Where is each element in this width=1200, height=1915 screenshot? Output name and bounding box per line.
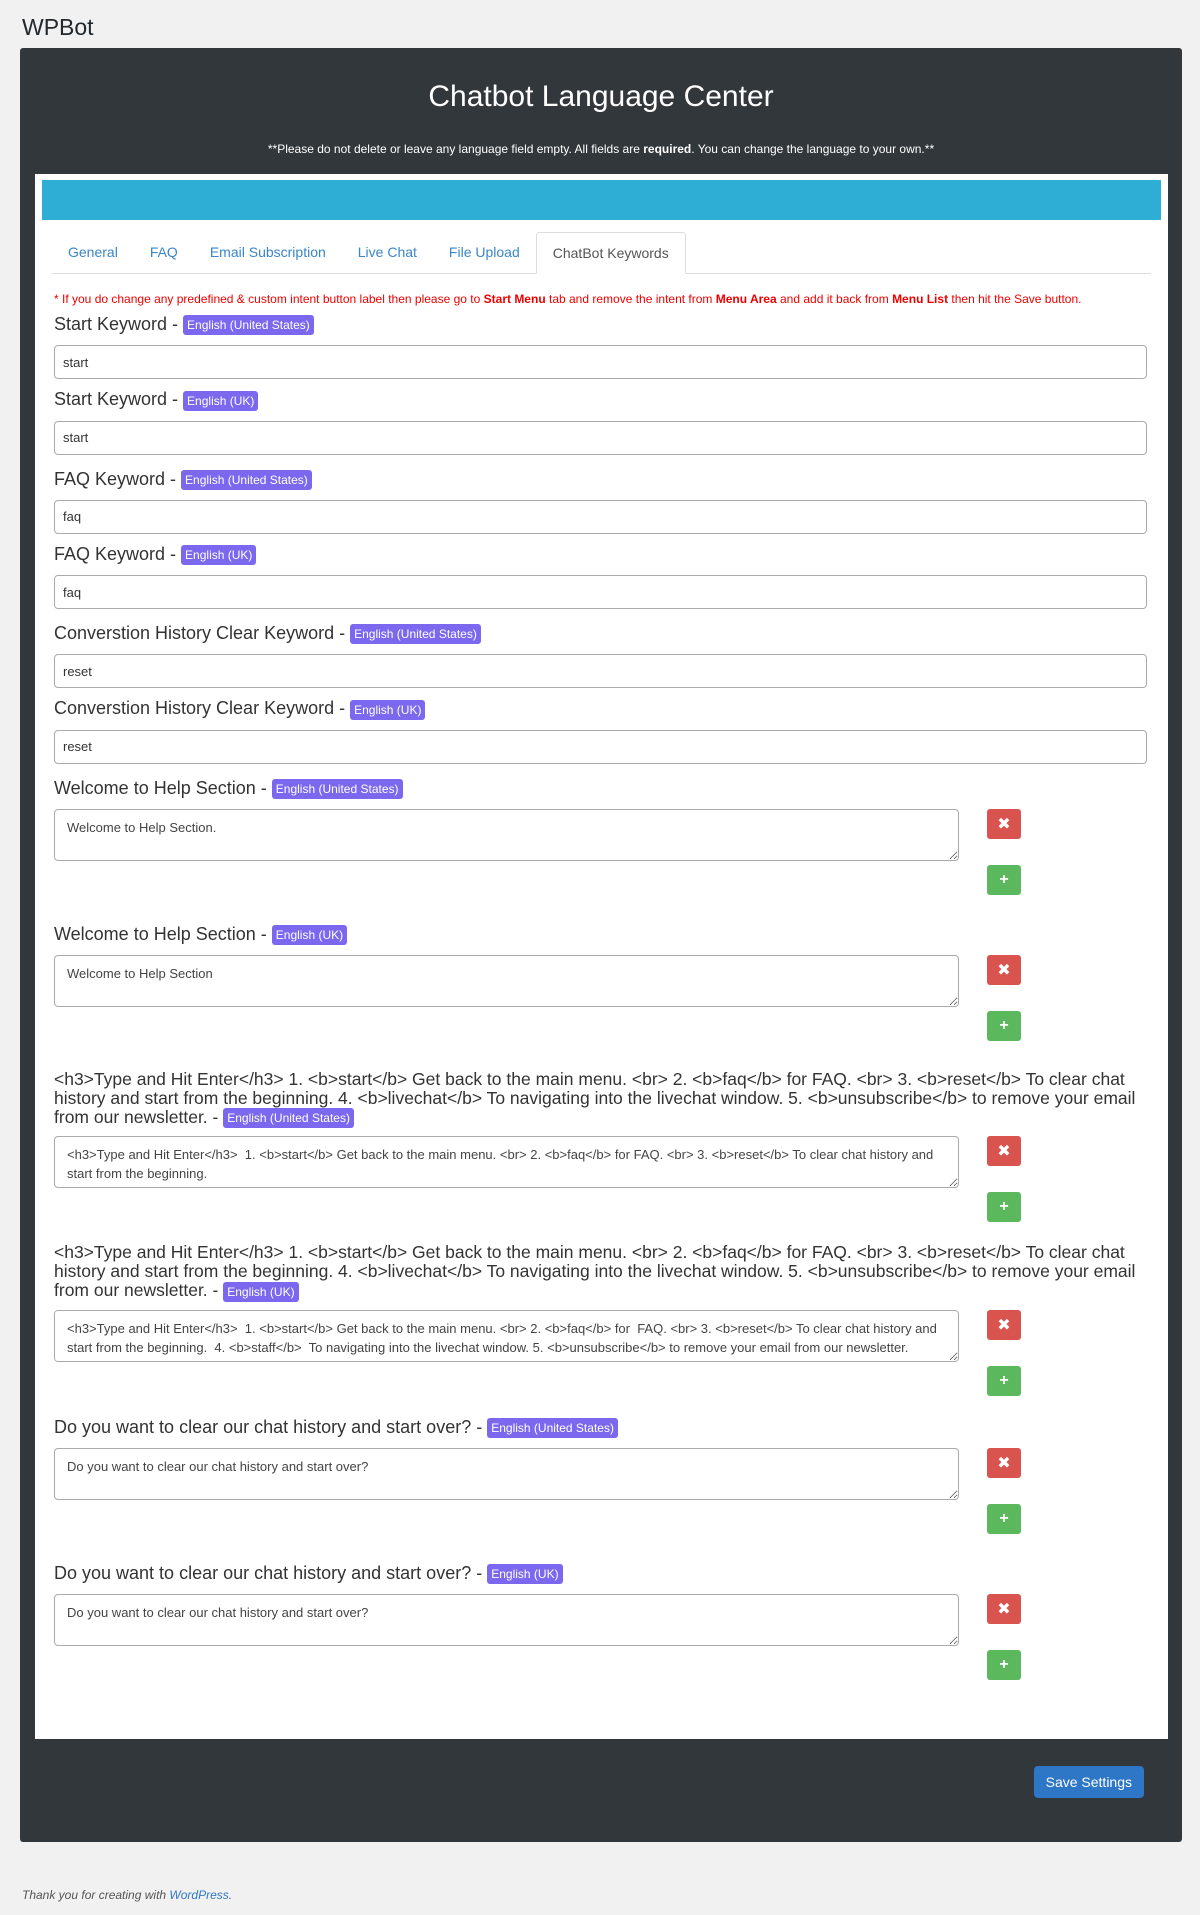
language-badge: English (United States) (181, 470, 312, 490)
field-label (54, 544, 1149, 565)
label-text: Welcome to Help Section - (54, 923, 272, 944)
language-center-panel (20, 48, 1182, 1842)
warning-bold: Menu List (892, 292, 949, 306)
add-button[interactable] (987, 1011, 1021, 1041)
plus-icon: + (999, 1198, 1009, 1216)
field-label (54, 623, 1149, 644)
reset-keyword-uk-input[interactable] (54, 730, 1147, 764)
plus-icon: + (999, 1017, 1009, 1034)
label-text: <h3>Type and Hit Enter</h3> 1. <b>start</b> Get back to the main menu. <br> 2. <b>faq</b> for FAQ. <br> 3. <b>reset</b> To clear chat history and start from the beginning. 4. <b>livechat</b> To navigating into the livechat window. 5. <b>unsubscribe</b> to remove your email from our newsletter. - (54, 1242, 1136, 1301)
language-badge: English (UK) (487, 1564, 562, 1584)
row-actions (987, 1310, 1021, 1396)
field-label (54, 698, 1149, 719)
textarea-row (54, 809, 1149, 914)
help-text-us-textarea[interactable] (54, 1136, 959, 1188)
tab-bar (52, 232, 1151, 274)
note-text: **Please do not delete or leave any language field empty. All fields are (267, 142, 644, 156)
times-icon: ✖ (997, 1143, 1011, 1161)
settings-content (35, 174, 1168, 1739)
footer-end: . (228, 1888, 233, 1902)
times-icon: ✖ (997, 962, 1011, 979)
label-text: Do you want to clear our chat history and start over? - (54, 1563, 488, 1583)
times-icon: ✖ (997, 815, 1011, 833)
faq-keyword-uk-input[interactable] (54, 575, 1147, 609)
warning-bold: Start Menu (483, 292, 546, 306)
field-label (54, 389, 1149, 410)
warning-text: tab and remove the intent from (545, 292, 716, 306)
plus-icon: + (999, 1510, 1009, 1527)
plus-icon: + (999, 1656, 1009, 1674)
reset-keyword-us-input[interactable] (54, 654, 1147, 688)
footer (22, 1888, 232, 1902)
language-badge: English (UK) (272, 925, 347, 945)
start-keyword-uk-input[interactable] (54, 421, 1147, 455)
field-label (54, 1417, 1149, 1438)
label-text: Start Keyword - (54, 314, 184, 334)
delete-button[interactable] (987, 809, 1021, 839)
row-actions (987, 955, 1021, 1041)
label-text: Start Keyword - (54, 389, 184, 410)
help-text-uk-textarea[interactable] (54, 1310, 959, 1362)
language-badge: English (United States) (223, 1108, 354, 1128)
field-label (54, 1563, 1149, 1584)
tab-email-subscription[interactable]: Email Subscription (209, 244, 326, 260)
language-badge: English (United States) (487, 1418, 618, 1438)
warning-bold: Menu Area (715, 292, 777, 306)
label-text: Converstion History Clear Keyword - (54, 698, 351, 719)
textarea-row (54, 955, 1149, 1060)
header-bar (42, 180, 1161, 220)
language-badge: English (United States) (183, 315, 314, 335)
delete-button[interactable] (987, 1594, 1021, 1624)
row-actions (987, 809, 1021, 895)
field-label (54, 314, 1149, 335)
delete-button[interactable] (987, 1136, 1021, 1166)
page-title: Chatbot Language Center (428, 80, 774, 113)
label-text: Welcome to Help Section - (54, 777, 272, 798)
wordpress-link[interactable]: WordPress (169, 1888, 229, 1902)
note-text-end: . You can change the language to your own.** (691, 142, 935, 156)
delete-button[interactable] (987, 1448, 1021, 1478)
field-label (54, 1243, 1147, 1301)
faq-keyword-us-input[interactable] (54, 500, 1147, 534)
language-badge: English (United States) (350, 624, 481, 644)
save-settings-button[interactable]: Save Settings (1034, 1766, 1144, 1798)
label-text: <h3>Type and Hit Enter</h3> 1. <b>start</b> Get back to the main menu. <br> 2. <b>faq</b> for FAQ. <br> 3. <b>reset</b> To clear chat history and start from the beginning. 4. <b>livechat</b> To navigating into the livechat window. 5. <b>unsubscribe</b> to remove your email from our newsletter. - (54, 1069, 1136, 1127)
welcome-help-uk-textarea[interactable] (54, 955, 959, 1007)
textarea-row (54, 1136, 1149, 1241)
tab-file-upload[interactable]: File Upload (448, 244, 520, 260)
add-button[interactable] (987, 865, 1021, 895)
row-actions (987, 1136, 1021, 1222)
app-title: WPBot (22, 14, 94, 40)
language-badge: English (UK) (181, 545, 256, 565)
language-badge: English (UK) (350, 700, 425, 720)
field-label (54, 778, 1149, 799)
delete-button[interactable] (987, 955, 1021, 985)
warning-text: then hit the Save button. (948, 292, 1082, 306)
tab-general[interactable]: General (68, 244, 118, 260)
row-actions (987, 1448, 1021, 1534)
field-label (54, 1070, 1147, 1128)
times-icon: ✖ (997, 1601, 1011, 1619)
plus-icon: + (999, 870, 1009, 888)
delete-button[interactable] (987, 1310, 1021, 1340)
row-actions (987, 1594, 1021, 1680)
required-note (20, 142, 1182, 156)
language-badge: English (UK) (223, 1282, 298, 1302)
warning-text: and add it back from (776, 292, 893, 306)
tab-faq[interactable]: FAQ (149, 244, 178, 260)
warning-message (54, 290, 1149, 308)
start-keyword-us-input[interactable] (54, 345, 1147, 379)
textarea-row (54, 1448, 1149, 1553)
language-badge: English (United States) (272, 779, 403, 799)
footer-text: Thank you for creating with (22, 1888, 170, 1902)
tab-chatbot-keywords[interactable]: ChatBot Keywords (536, 232, 686, 274)
label-text: FAQ Keyword - (54, 468, 182, 489)
field-area (54, 314, 1149, 1699)
add-button[interactable] (987, 1366, 1021, 1396)
label-text: FAQ Keyword - (54, 543, 182, 564)
label-text: Converstion History Clear Keyword - (54, 623, 351, 643)
welcome-help-us-textarea[interactable] (54, 809, 959, 861)
plus-icon: + (999, 1371, 1009, 1389)
language-badge: English (UK) (183, 391, 258, 411)
field-label (54, 924, 1149, 945)
times-icon: ✖ (997, 1455, 1011, 1472)
add-button[interactable] (987, 1504, 1021, 1534)
field-label (54, 469, 1149, 490)
clear-history-us-textarea[interactable] (54, 1448, 959, 1500)
note-bold: required (643, 142, 692, 156)
textarea-row (54, 1310, 1149, 1415)
times-icon: ✖ (997, 1316, 1011, 1334)
warning-text: * If you do change any predefined & custom intent button label then please go to (54, 292, 484, 306)
textarea-row (54, 1594, 1149, 1699)
clear-history-uk-textarea[interactable] (54, 1594, 959, 1646)
tab-live-chat[interactable]: Live Chat (357, 244, 417, 260)
label-text: Do you want to clear our chat history and start over? - (54, 1416, 488, 1437)
add-button[interactable] (987, 1192, 1021, 1222)
add-button[interactable] (987, 1650, 1021, 1680)
